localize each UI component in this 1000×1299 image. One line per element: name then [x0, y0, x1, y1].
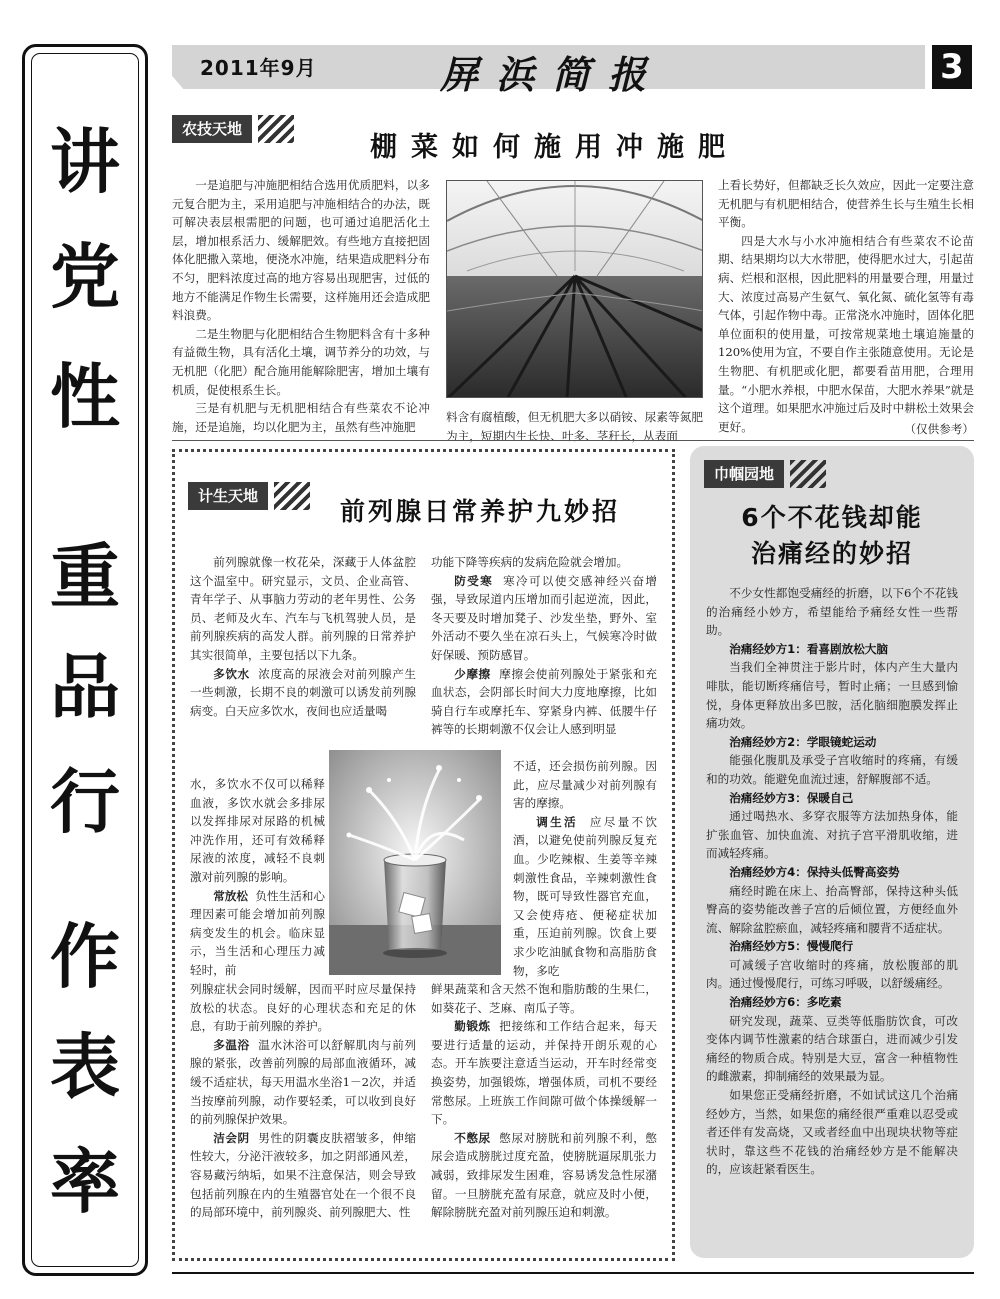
paragraph: 研究发现，蔬菜、豆类等低脂肪饮食，可改变体内调节性激素的结合球蛋白，进而减少引发痛经的物质合成。特别是大豆，富含一种植物性的雌激素，抑制痛经的效果最为显。	[706, 1013, 958, 1084]
health-column-2	[431, 553, 657, 739]
banner-char: 品	[50, 645, 120, 728]
women-headline-line: 6个不花钱却能	[741, 503, 923, 532]
banner-char: 表	[50, 1025, 120, 1108]
paragraph: 不适，还会损伤前列腺。因此，应尽量减少对前列腺有害的摩擦。	[513, 759, 657, 811]
health-column-1-bottom	[190, 980, 416, 1222]
issue-date: 2011年9月	[200, 56, 317, 80]
section-tag-agri: 农技天地	[172, 115, 252, 143]
paragraph: 一是追肥与冲施肥相结合选用优质肥料，以多元复合肥为主，采用追肥与冲施相结合的办法，既可解决表层根需肥的问题，也可通过追肥活化土层，增加根系活力、缓解肥效。有些地方直接把固体化肥撒入菜地，便浇水冲施，结果造成肥料分布不匀，肥料浓度过高的地方容易出现肥害，过低的地方不能满足作物生长需要，这样施用还会造成肥料浪费。	[172, 178, 430, 323]
side-banner	[22, 44, 148, 1276]
health-column-2-narrow	[513, 757, 657, 980]
banner-char: 率	[50, 1140, 120, 1223]
tag-stripes	[258, 115, 294, 143]
paragraph: 功能下降等疾病的发病危险就会增加。	[431, 555, 629, 569]
tip-title: 治痛经妙方5：慢慢爬行	[729, 939, 854, 954]
paragraph: 不少女性都饱受痛经的折磨，以下6个不花钱的治痛经小妙方，希望能给予痛经女性一些帮助。	[706, 586, 958, 638]
tip-text: 负性生活和心理因素可能会增加前列腺病变发生的机会。临床显示，当生活和心理压力减轻时，前	[190, 888, 325, 977]
tip-text: 把接练和工作结合起来，每天要进行适量的运动，并保持开朗乐观的心态。开车族要注意适当运动，开车时经常变换姿势，加强锻炼，增强体质，司机不要经常憋尿。上班族工作间隙可做个体操缓解一下。	[431, 1019, 657, 1127]
paragraph: 当我们全神贯注于影片时，体内产生大量内啡肽，能切断疼痛信号，暂时止痛；一旦感到愉悦，身体更释放出多巴胺，活化脑细胞膜发挥止痛功效。	[706, 660, 958, 731]
banner-char: 党	[50, 235, 120, 318]
tip-title: 不憋尿	[454, 1130, 491, 1145]
tip-text: 应尽量不饮酒，以避免使前列腺反复充血。少吃辣椒、生姜等辛辣刺激性食品，辛辣刺激性食物，既可导致性器官充血，又会使痔疮、便秘症状加重，压迫前列腺。饮食上要求少吃油腻食物和高脂肪食物，多吃	[513, 814, 657, 978]
section-divider	[172, 440, 974, 441]
paragraph: 水，多饮水不仅可以稀释血液，多饮水就会多排尿以发挥排尿对尿路的机械冲洗作用，还可有效稀释尿液的浓度，减轻不良刺激对前列腺的影响。	[190, 777, 325, 884]
tip-text: 憋尿对膀胱和前列腺不利，憋尿会造成膀胱过度充盈，使膀胱逼尿肌张力减弱，致排尿发生困难，容易诱发急性尿潴留。一旦膀胱充盈有尿意，就应及时小便，解除膀胱充盈对前列腺压迫和刺激。	[431, 1130, 657, 1220]
women-column	[706, 584, 958, 1179]
health-column-2-bottom	[431, 980, 657, 1222]
paragraph	[190, 1036, 416, 1129]
paragraph: 列腺症状会同时缓解，因而平时应尽量保持放松的状态。良好的心理状态和充足的休息，有助于前列腺的养护。	[190, 982, 416, 1034]
paragraph	[431, 572, 657, 665]
banner-char: 作	[50, 915, 120, 998]
tip-title: 治痛经妙方2：学眼镜蛇运动	[729, 734, 877, 749]
tip-title: 防受寒	[454, 573, 494, 588]
greenhouse-photo	[446, 180, 703, 398]
tip-text: 浓度高的尿液会对前列腺产生一些刺激，长期不良的刺激可以诱发前列腺病变。白天应多饮水，夜间也应适量喝	[190, 666, 416, 718]
tip-text: 男性的阴囊皮肤褶皱多，伸缩性较大，分泌汗液较多，加之阴部通风差，容易藏污纳垢，如果不注意保洁，则会导致包括前列腺在内的生殖器官处在一个很不良的局部环境中，前列腺炎、前列腺肥大、性	[190, 1130, 416, 1220]
banner-char: 讲	[50, 120, 120, 203]
bottom-rule	[172, 1272, 974, 1274]
paragraph	[190, 1129, 416, 1222]
paragraph: 可减缓子宫收缩时的疼痛，放松腹部的肌肉。通过慢慢爬行，可练习呼吸，以舒缓痛经。	[706, 957, 958, 991]
paragraph: 痛经时跪在床上、抬高臀部，保持这种头低臀高的姿势能改善子宫的后倾位置，方便经血外流、解除盆腔瘀血，减轻疼痛和腰背不适症状。	[706, 883, 958, 935]
tip-title: 治痛经妙方3：保暖自己	[729, 790, 854, 805]
women-headline	[690, 500, 974, 572]
tip-title: 常放松	[213, 888, 248, 903]
tip-title: 多饮水	[213, 666, 250, 681]
page-number: 3	[932, 45, 972, 89]
agri-column-1	[172, 176, 430, 436]
section-tag-women: 巾帼园地	[704, 460, 784, 488]
tip-title: 少摩擦	[454, 666, 491, 681]
tip-text: 温水沐浴可以舒解肌肉与前列腺的紧张，改善前列腺的局部血液循环，减缓不适症状，每天用温水坐浴1－2次，并适当按摩前列腺，动作要轻柔，可以收到良好的前列腺保护效果。	[190, 1037, 416, 1127]
paragraph: 前列腺就像一枚花朵，深藏于人体盆腔这个温室中。研究显示，文员、企业高管、青年学子、从事脑力劳动的老年男性、公务员、老师及火车、汽车与飞机驾驶人员，是前列腺疾病的高发人群。前列腺的日常养护其实很简单，主要包括以下九条。	[190, 555, 416, 662]
health-column-1-narrow	[190, 775, 325, 980]
agri-headline: 棚菜如何施用冲施肥	[370, 132, 739, 163]
section-tag-health: 计生天地	[188, 482, 268, 510]
health-headline: 前列腺日常养护九妙招	[340, 497, 621, 526]
agri-column-3	[718, 176, 974, 436]
paragraph	[513, 813, 657, 980]
paragraph: 如果您正受痛经折磨，不如试试这几个治痛经妙方，当然，如果您的痛经很严重难以忍受或者还伴有发高烧，又或者经血中出现块状物等症状时，靠这些不花钱的治痛经妙方是不能解决的，应该赶紧看医生。	[706, 1088, 958, 1177]
paragraph	[431, 665, 657, 739]
paragraph: 三是有机肥与无机肥相结合有些菜农不论冲施，还是追施，均以化肥为主，虽然有些冲施肥	[172, 401, 430, 434]
women-headline-line: 治痛经的妙招	[750, 539, 913, 568]
paragraph: 四是大水与小水冲施相结合有些菜农不论苗期、结果期均以大水带肥，使得肥水过大，引起苗病、烂根和沤根，因此肥料的用量要合理，用量过大、浓度过高易产生氨气、氧化氮、硫化氢等有毒气体，引起作物中毒。正常浇水冲施时，固体化肥单位面积的使用量，可按常规菜地土壤追施量的120%使用为宜，不要自作主张随意使用。无论是生物肥、有机肥或化肥，都要看苗用肥，合理用量。“小肥水养根，中肥水保苗，大肥水养果”就是这个道理。如果肥水冲施过后及时中耕松土效果会更好。	[718, 233, 974, 434]
tip-title: 治痛经妙方4：保持头低臀高姿势	[729, 864, 900, 879]
paragraph: 料含有腐植酸，但无机肥大多以硝铵、尿素等氮肥为主，短期内生长快、叶多、茎秆长，从表面	[446, 410, 703, 443]
banner-char: 性	[50, 355, 120, 438]
paragraph: 通过喝热水、多穿衣服等方法加热身体，能扩张血管、加快血流、对抗子宫平滑肌收缩，进而减轻疼痛。	[706, 809, 958, 861]
tip-title: 多温浴	[213, 1037, 250, 1052]
tag-stripes	[274, 482, 310, 510]
paragraph	[431, 1129, 657, 1222]
tip-title: 勤锻炼	[454, 1019, 491, 1034]
paragraph: 鲜果蔬菜和含天然不饱和脂肪酸的生果仁，如葵花子、芝麻、南瓜子等。	[431, 982, 657, 1015]
paragraph: 能强化腹肌及承受子宫收缩时的疼痛，有缓和的功效。能避免血流过速，舒解腹部不适。	[706, 753, 958, 786]
glass-water-photo	[329, 750, 501, 975]
tip-title: 治痛经妙方6：多吃素	[729, 995, 842, 1010]
health-column-1	[190, 553, 416, 720]
banner-char: 重	[50, 535, 120, 618]
newspaper-title: 屏浜简报	[440, 52, 665, 97]
tip-text: 寒冷可以使交感神经兴奋增强，导致尿道内压增加而引起逆流，因此，冬天要及时增加凳子、沙发坐垫，野外、室外活动不要久坐在凉石头上，气候寒冷时做好保暖、预防感冒。	[431, 573, 657, 662]
banner-char: 行	[50, 760, 120, 843]
paragraph	[190, 887, 325, 980]
tip-title: 洁会阴	[213, 1130, 250, 1145]
paragraph	[431, 1017, 657, 1129]
paragraph: 上看长势好，但都缺乏长久效应，因此一定要注意无机肥与有机肥相结合，使营养生长与生殖生长相平衡。	[718, 178, 974, 230]
agri-source-note: （仅供参考）	[904, 422, 974, 436]
tag-stripes	[790, 460, 826, 488]
tip-title: 调生活	[536, 814, 578, 829]
paragraph	[190, 665, 416, 721]
tip-text: 摩擦会使前列腺处于紧张和充血状态，会阴部长时间大力度地摩擦，比如骑自行车或摩托车、穿紧身内裤、低腰牛仔裤等的长期刺激不仅会让人感到明显	[431, 666, 657, 737]
paragraph: 二是生物肥与化肥相结合生物肥料含有十多种有益微生物，具有活化土壤，调节养分的功效，与无机肥（化肥）配合施用能解除肥害，增加土壤有机质，促使根系生长。	[172, 326, 430, 397]
tip-title: 治痛经妙方1：看喜剧放松大脑	[729, 641, 888, 656]
